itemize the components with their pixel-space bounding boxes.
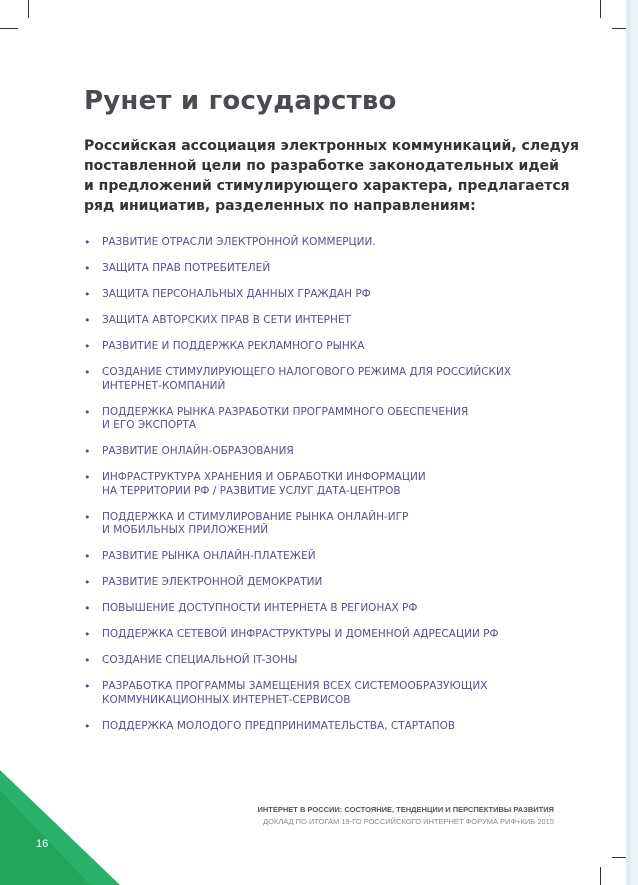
list-item bbox=[84, 314, 564, 328]
intro-line: поставленной цели по разработке законодательных идей bbox=[84, 158, 559, 174]
list-item-text: ИНТЕРНЕТ-КОМПАНИЙ bbox=[102, 379, 226, 392]
footer-report-subtitle: ДОКЛАД ПО ИТОГАМ 19-ГО РОССИЙСКОГО ИНТЕРНЕТ ФОРУМА РИФ+КИБ 2015 bbox=[263, 817, 554, 826]
list-item bbox=[84, 680, 564, 707]
intro-line: Российская ассоциация электронных коммуникаций, следуя bbox=[84, 138, 579, 154]
crop-mark-top-right-v bbox=[600, 0, 601, 18]
list-item-text: РАЗРАБОТКА ПРОГРАММЫ ЗАМЕЩЕНИЯ ВСЕХ СИСТЕМООБРАЗУЮЩИХ bbox=[102, 680, 488, 692]
list-item-text: ПОДДЕРЖКА РЫНКА РАЗРАБОТКИ ПРОГРАММНОГО ОБЕСПЕЧЕНИЯ bbox=[102, 405, 469, 418]
bullet-icon: • bbox=[84, 719, 91, 733]
bullet-icon: • bbox=[84, 314, 91, 327]
list-item bbox=[84, 550, 564, 564]
list-item-text: СОЗДАНИЕ СПЕЦИАЛЬНОЙ IT-ЗОНЫ bbox=[102, 654, 298, 666]
bullet-icon: • bbox=[84, 445, 91, 458]
bullet-icon: • bbox=[84, 366, 91, 379]
list-item bbox=[84, 471, 564, 498]
page-title: Рунет и государство bbox=[84, 86, 397, 116]
list-item bbox=[84, 628, 564, 642]
list-item-text: ПОДДЕРЖКА СЕТЕВОЙ ИНФРАСТРУКТУРЫ И ДОМЕННОЙ АДРЕСАЦИИ РФ bbox=[102, 628, 499, 640]
list-item-text: ЗАЩИТА АВТОРСКИХ ПРАВ В СЕТИ ИНТЕРНЕТ bbox=[102, 314, 351, 326]
bullet-icon: • bbox=[84, 405, 91, 419]
crop-mark-top-right-h bbox=[612, 28, 626, 29]
list-item bbox=[84, 602, 564, 616]
list-item-text: ИНФРАСТРУКТУРА ХРАНЕНИЯ И ОБРАБОТКИ ИНФОРМАЦИИ bbox=[102, 471, 426, 483]
intro-line: ряд инициатив, разделенных по направлениям: bbox=[84, 198, 476, 214]
crop-mark-bottom-right-h bbox=[612, 857, 626, 858]
bullet-icon: • bbox=[84, 654, 91, 667]
list-item-text: ЗАЩИТА ПРАВ ПОТРЕБИТЕЛЕЙ bbox=[102, 262, 271, 274]
list-item-text: КОММУНИКАЦИОННЫХ ИНТЕРНЕТ-СЕРВИСОВ bbox=[102, 693, 351, 706]
list-item-text: ПОДДЕРЖКА И СТИМУЛИРОВАНИЕ РЫНКА ОНЛАЙН-ИГР bbox=[102, 510, 409, 523]
crop-mark-top-left-v bbox=[28, 0, 29, 18]
bullet-icon: • bbox=[84, 471, 91, 484]
bullet-icon: • bbox=[84, 262, 91, 275]
list-item bbox=[84, 445, 564, 459]
list-item bbox=[84, 288, 564, 302]
list-item-text: РАЗВИТИЕ ОТРАСЛИ ЭЛЕКТРОННОЙ КОММЕРЦИИ. bbox=[102, 236, 376, 248]
list-item bbox=[84, 511, 564, 538]
bullet-icon: • bbox=[84, 510, 91, 524]
list-item-text: РАЗВИТИЕ РЫНКА ОНЛАЙН-ПЛАТЕЖЕЙ bbox=[102, 550, 316, 562]
bullet-icon: • bbox=[84, 550, 91, 563]
page-number: 16 bbox=[36, 838, 49, 850]
list-item bbox=[84, 262, 564, 276]
bullet-icon: • bbox=[84, 628, 91, 641]
list-item-text: СОЗДАНИЕ СТИМУЛИРУЮЩЕГО НАЛОГОВОГО РЕЖИМА ДЛЯ РОССИЙСКИХ bbox=[102, 366, 512, 378]
page-edge-strip bbox=[626, 0, 638, 885]
list-item-text: НА ТЕРРИТОРИИ РФ / РАЗВИТИЕ УСЛУГ ДАТА-ЦЕНТРОВ bbox=[102, 484, 401, 497]
list-item bbox=[84, 576, 564, 590]
initiatives-list bbox=[84, 236, 564, 746]
list-item-text: ПОДДЕРЖКА МОЛОДОГО ПРЕДПРИНИМАТЕЛЬСТВА, СТАРТАПОВ bbox=[102, 719, 456, 732]
list-item bbox=[84, 720, 564, 734]
list-item-text: ЗАЩИТА ПЕРСОНАЛЬНЫХ ДАННЫХ ГРАЖДАН РФ bbox=[102, 288, 371, 300]
intro-paragraph bbox=[84, 136, 579, 216]
list-item bbox=[84, 236, 564, 250]
intro-line: и предложений стимулирующего характера, предлагается bbox=[84, 178, 570, 194]
list-item-text: И ЕГО ЭКСПОРТА bbox=[102, 419, 197, 431]
list-item-text: ПОВЫШЕНИЕ ДОСТУПНОСТИ ИНТЕРНЕТА В РЕГИОНАХ РФ bbox=[102, 602, 418, 614]
list-item bbox=[84, 654, 564, 668]
crop-mark-bottom-right-v bbox=[600, 867, 601, 885]
bullet-icon: • bbox=[84, 680, 91, 693]
bullet-icon: • bbox=[84, 288, 91, 301]
bullet-icon: • bbox=[84, 236, 91, 249]
bullet-icon: • bbox=[84, 602, 91, 615]
bullet-icon: • bbox=[84, 576, 91, 589]
list-item bbox=[84, 366, 564, 393]
list-item bbox=[84, 340, 564, 354]
list-item-text: РАЗВИТИЕ И ПОДДЕРЖКА РЕКЛАМНОГО РЫНКА bbox=[102, 340, 365, 352]
footer-report-title: ИНТЕРНЕТ В РОССИИ: СОСТОЯНИЕ, ТЕНДЕНЦИИ И ПЕРСПЕКТИВЫ РАЗВИТИЯ bbox=[257, 805, 554, 814]
crop-mark-top-left-h bbox=[0, 28, 18, 29]
list-item-text: РАЗВИТИЕ ОНЛАЙН-ОБРАЗОВАНИЯ bbox=[102, 445, 294, 457]
bullet-icon: • bbox=[84, 340, 91, 353]
list-item bbox=[84, 406, 564, 433]
list-item-text: И МОБИЛЬНЫХ ПРИЛОЖЕНИЙ bbox=[102, 524, 269, 536]
list-item-text: РАЗВИТИЕ ЭЛЕКТРОННОЙ ДЕМОКРАТИИ bbox=[102, 576, 323, 588]
